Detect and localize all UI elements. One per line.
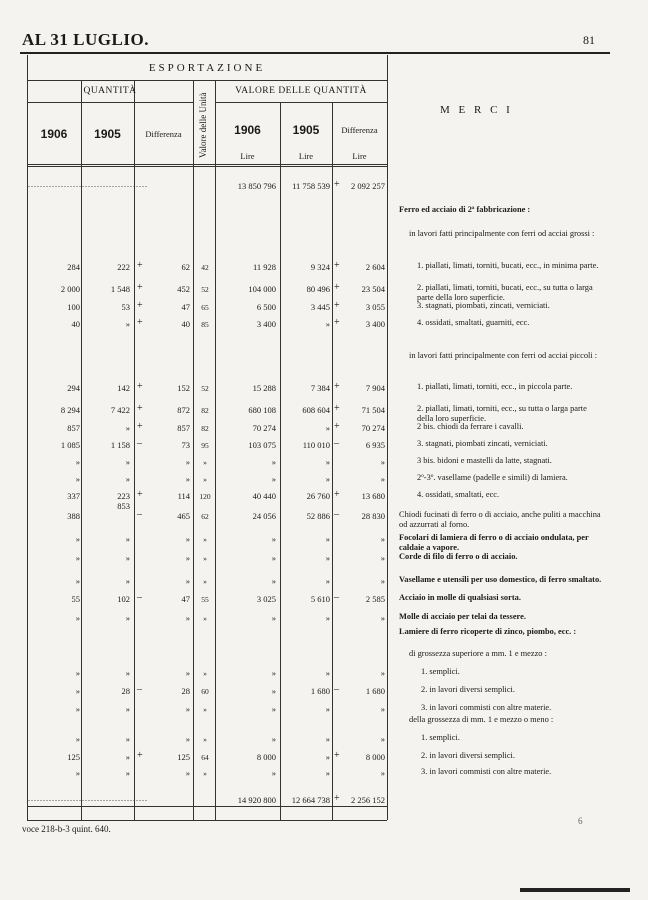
cell-q1905: 7 422 — [110, 405, 130, 415]
row-description: 2º-3º. vasellame (padelle e simili) di lamiera. — [417, 473, 568, 482]
cell-q1906: » — [75, 734, 80, 744]
cell-v1906: 40 440 — [252, 491, 276, 501]
cell-v1906: 104 000 — [248, 284, 276, 294]
cell-v1906: » — [271, 474, 276, 484]
cell-q-sign: + — [137, 282, 143, 293]
cell-v1906: 3 400 — [256, 319, 276, 329]
cell-v-sign: + — [334, 381, 340, 392]
cell-v1905: 52 886 — [306, 511, 330, 521]
cell-v1906: » — [271, 534, 276, 544]
cell-v-diff: 13 680 — [361, 491, 385, 501]
total-v1905: 12 664 738 — [291, 795, 330, 805]
cell-v-sign: + — [334, 282, 340, 293]
cell-v-diff: 7 904 — [365, 383, 385, 393]
lire-label-2: Lire — [298, 151, 314, 161]
cell-v-diff: » — [380, 613, 385, 623]
cell-q1906: » — [75, 613, 80, 623]
row-description: 3. stagnati, piombati, zincati, verniciati. — [417, 301, 550, 310]
cell-v1905: » — [325, 768, 330, 778]
cell-q-diff: 152 — [177, 383, 190, 393]
row-description: di grossezza superiore a mm. 1 e mezzo : — [409, 649, 547, 658]
table-merci-divider — [387, 55, 388, 820]
header-rule-2a — [27, 102, 194, 103]
cell-q1906: » — [75, 768, 80, 778]
cell-q-diff: » — [185, 457, 190, 467]
cell-unit-value: 85 — [201, 320, 209, 329]
row-description: 2. in lavori diversi semplici. — [421, 685, 515, 694]
cell-v1906: » — [271, 553, 276, 563]
cell-v1906: 11 928 — [252, 262, 276, 272]
cell-q1905: » — [125, 768, 130, 778]
header-rule-1 — [27, 80, 387, 81]
cell-v-sign: + — [334, 317, 340, 328]
cell-unit-value: 95 — [201, 441, 209, 450]
cell-v1905: 7 384 — [310, 383, 330, 393]
cell-v-diff: 6 935 — [365, 440, 385, 450]
cell-q-diff: 47 — [181, 594, 190, 604]
row-description: 3 bis. bidoni e mastelli da latte, stagnati. — [417, 456, 552, 465]
cell-q1905: » — [125, 423, 130, 433]
cell-q1905: 1 548 — [110, 284, 130, 294]
cell-v-diff: 1 680 — [365, 686, 385, 696]
row-description: in lavori fatti principalmente con ferri od acciai grossi : — [409, 229, 595, 238]
row-description: Vasellame e utensili per uso domestico, di ferro smaltato. — [399, 575, 602, 584]
cell-q-diff: 28 — [181, 686, 190, 696]
cell-q1905: 102 — [117, 594, 130, 604]
cell-v-sign: – — [334, 684, 339, 695]
cell-q1906: 284 — [67, 262, 80, 272]
row-description: in lavori fatti principalmente con ferri od acciai piccoli : — [409, 351, 598, 360]
cell-unit-value: » — [203, 769, 207, 778]
cell-v1906: » — [271, 734, 276, 744]
cell-v1905: 608 604 — [302, 405, 330, 415]
cell-q1905: » — [125, 457, 130, 467]
cell-q-diff: » — [185, 768, 190, 778]
cell-q1906: » — [75, 576, 80, 586]
cell-unit-value: 52 — [201, 384, 209, 393]
cell-v1905: » — [325, 752, 330, 762]
cell-q1905: » — [125, 534, 130, 544]
cell-v-sign: + — [334, 489, 340, 500]
cell-q1906: 8 294 — [60, 405, 80, 415]
cell-q-diff: » — [185, 613, 190, 623]
cell-q1905: 142 — [117, 383, 130, 393]
cell-v1906: 8 000 — [256, 752, 276, 762]
merci-heading: M E R C I — [440, 104, 513, 116]
carry-over-vdiff: 2 092 257 — [351, 181, 385, 191]
cell-q1906: » — [75, 686, 80, 696]
cell-v1906: 680 108 — [248, 405, 276, 415]
cell-q-diff: » — [185, 553, 190, 563]
cell-q1906: 294 — [67, 383, 80, 393]
cell-q1905: 853 — [117, 501, 130, 511]
cell-q1905: » — [125, 319, 130, 329]
cell-q-sign: + — [137, 421, 143, 432]
cell-unit-value: 55 — [201, 595, 209, 604]
cell-q1905: » — [125, 704, 130, 714]
cell-q1905: » — [125, 474, 130, 484]
col-diff-heading: Differenza — [145, 129, 182, 139]
cell-q1905: » — [125, 752, 130, 762]
cell-q-diff: » — [185, 576, 190, 586]
cell-q1905: 1 158 — [110, 440, 130, 450]
cell-unit-value: » — [203, 614, 207, 623]
cell-q-diff: 125 — [177, 752, 190, 762]
cell-q1905: 223 — [117, 491, 130, 501]
cell-q-sign: + — [137, 489, 143, 500]
cell-v1905: » — [325, 474, 330, 484]
cell-v-diff: » — [380, 553, 385, 563]
cell-v1906: » — [271, 768, 276, 778]
page-number: 81 — [583, 33, 595, 47]
cell-v-diff: 3 055 — [365, 302, 385, 312]
cell-v-sign: + — [334, 300, 340, 311]
cell-q1906: 388 — [67, 511, 80, 521]
section-heading: ESPORTAZIONE — [148, 62, 266, 74]
cell-q1905: » — [125, 613, 130, 623]
cell-q1906: » — [75, 457, 80, 467]
row-description: 2. piallati, limati, torniti, ecc., su tutta o larga parte della loro superficie. — [417, 404, 587, 423]
cell-unit-value: 52 — [201, 285, 209, 294]
cell-v-diff: 3 400 — [365, 319, 385, 329]
col-divider-2 — [134, 80, 135, 820]
cell-unit-value: » — [203, 554, 207, 563]
cell-unit-value: » — [203, 458, 207, 467]
row-description: 3. in lavori commisti con altre materie. — [421, 767, 552, 776]
cell-q1906: » — [75, 704, 80, 714]
total-sign: + — [334, 793, 340, 804]
corner-mark: 6 — [578, 816, 583, 826]
lire-label-3: Lire — [352, 151, 367, 161]
cell-q-sign: + — [137, 403, 143, 414]
carry-over-v1906: 13 850 796 — [237, 181, 276, 191]
cell-q1905: 28 — [121, 686, 130, 696]
cell-v-diff: 23 504 — [361, 284, 385, 294]
cell-v-diff: » — [380, 668, 385, 678]
cell-v-diff: » — [380, 704, 385, 714]
title-rule — [20, 52, 610, 54]
col-divider-6 — [332, 102, 333, 820]
cell-unit-value: 42 — [201, 263, 209, 272]
cell-v1905: » — [325, 613, 330, 623]
cell-q1906: 1 085 — [60, 440, 80, 450]
row-description: Lamiere di ferro ricoperte di zinco, piombo, ecc. : — [399, 627, 577, 636]
cell-unit-value: 65 — [201, 303, 209, 312]
cell-v1906: » — [271, 457, 276, 467]
cell-v1906: 70 274 — [252, 423, 276, 433]
cell-v-diff: » — [380, 474, 385, 484]
cell-q1906: » — [75, 553, 80, 563]
cell-v-diff: 2 585 — [365, 594, 385, 604]
lire-label-1: Lire — [240, 151, 255, 161]
cell-v-sign: – — [334, 438, 339, 449]
col-vdiff-heading: Differenza — [341, 125, 378, 135]
row-description: Chiodi fucinati di ferro o di acciaio, anche puliti a macchina od azzurrati al forno. — [399, 510, 601, 529]
unit-value-heading: Valore delle Unità — [198, 92, 208, 158]
cell-q-sign: + — [137, 750, 143, 761]
cell-v1905: » — [325, 534, 330, 544]
cell-v-diff: 71 504 — [361, 405, 385, 415]
cell-q-sign: – — [137, 592, 142, 603]
cell-unit-value: 60 — [201, 687, 209, 696]
row-description: 4. ossidati, smaltati, ecc. — [417, 490, 500, 499]
cell-q1906: 337 — [67, 491, 80, 501]
cell-q1906: 100 — [67, 302, 80, 312]
col-v1906-heading: 1906 — [234, 123, 261, 137]
cell-q-sign: – — [137, 509, 142, 520]
cell-unit-value: » — [203, 577, 207, 586]
cell-q-diff: 465 — [177, 511, 190, 521]
cell-v1905: 80 496 — [306, 284, 330, 294]
cell-v1905: 1 680 — [310, 686, 330, 696]
cell-v1905: » — [325, 668, 330, 678]
cell-unit-value: » — [203, 475, 207, 484]
row-description: 1. semplici. — [421, 667, 460, 676]
cell-v-diff: 8 000 — [365, 752, 385, 762]
cell-q-diff: 452 — [177, 284, 190, 294]
page-title: AL 31 LUGLIO. — [22, 30, 149, 49]
row-description: 4. ossidati, smaltati, guarniti, ecc. — [417, 318, 530, 327]
cell-q1906: » — [75, 474, 80, 484]
cell-q-sign: – — [137, 438, 142, 449]
cell-v-diff: » — [380, 534, 385, 544]
cell-v-sign: + — [334, 750, 340, 761]
cell-v1905: » — [325, 704, 330, 714]
cell-q1906: » — [75, 534, 80, 544]
cell-v-diff: » — [380, 457, 385, 467]
row-description: 1. semplici. — [421, 733, 460, 742]
cell-q-diff: » — [185, 474, 190, 484]
cell-v1906: » — [271, 686, 276, 696]
page-edge-bar — [520, 888, 630, 892]
total-v1906: 14 920 800 — [237, 795, 276, 805]
cell-q1905: 222 — [117, 262, 130, 272]
cell-v1906: 15 288 — [252, 383, 276, 393]
cell-q1906: 55 — [71, 594, 80, 604]
cell-v1905: 3 445 — [310, 302, 330, 312]
cell-q-diff: » — [185, 704, 190, 714]
cell-q1906: 125 — [67, 752, 80, 762]
cell-v-diff: » — [380, 734, 385, 744]
cell-q-diff: 872 — [177, 405, 190, 415]
cell-q-diff: 47 — [181, 302, 190, 312]
cell-v1906: » — [271, 704, 276, 714]
cell-q-diff: 40 — [181, 319, 190, 329]
cell-unit-value: » — [203, 705, 207, 714]
cell-v1906: 24 056 — [252, 511, 276, 521]
cell-v1905: » — [325, 734, 330, 744]
cell-v-diff: 2 604 — [365, 262, 385, 272]
table-bottom-rule — [27, 820, 387, 821]
cell-v-sign: + — [334, 260, 340, 271]
cell-q-diff: 73 — [181, 440, 190, 450]
row-description: Acciaio in molle di qualsiasi sorta. — [399, 593, 521, 602]
carry-over-v1905: 11 758 539 — [292, 181, 330, 191]
carry-over-sign: + — [334, 179, 340, 190]
cell-v-sign: + — [334, 403, 340, 414]
cell-unit-value: 64 — [201, 753, 209, 762]
row-description: 1. piallati, limati, torniti, ecc., in piccola parte. — [417, 382, 573, 391]
col-1906-heading: 1906 — [40, 127, 68, 141]
cell-unit-value: » — [203, 735, 207, 744]
total-rule — [27, 806, 387, 807]
cell-q1905: » — [125, 734, 130, 744]
row-description: 1. piallati, limati, torniti, bucati, ecc., in minima parte. — [417, 261, 599, 270]
cell-unit-value: 82 — [201, 406, 209, 415]
cell-q-diff: » — [185, 668, 190, 678]
cell-unit-value: 120 — [199, 492, 211, 501]
cell-q-diff: 114 — [177, 491, 190, 501]
col-1905-heading: 1905 — [94, 127, 121, 141]
cell-q1905: » — [125, 576, 130, 586]
cell-q1906: 40 — [71, 319, 80, 329]
cell-v1905: » — [325, 457, 330, 467]
cell-unit-value: » — [203, 535, 207, 544]
cell-q-diff: » — [185, 734, 190, 744]
total-vdiff: 2 256 152 — [351, 795, 385, 805]
cell-v1905: » — [325, 423, 330, 433]
cell-v1906: 3 025 — [256, 594, 276, 604]
row-description: 2. piallati, limati, torniti, bucati, ecc., su tutta o larga parte della loro superficie. — [417, 283, 593, 302]
cell-v1905: 5 610 — [310, 594, 330, 604]
cell-q1905: » — [125, 553, 130, 563]
row-description: 2 bis. chiodi da ferrare i cavalli. — [417, 422, 524, 431]
cell-v1906: 103 075 — [248, 440, 276, 450]
cell-q-diff: 857 — [177, 423, 190, 433]
cell-v-diff: » — [380, 768, 385, 778]
row-description: Molle di acciaio per telai da tessere. — [399, 612, 526, 621]
header-rule-2b — [215, 102, 387, 103]
cell-v-sign: + — [334, 421, 340, 432]
header-bottom-rule — [27, 164, 387, 165]
cell-v1906: » — [271, 613, 276, 623]
cell-v1905: » — [325, 553, 330, 563]
col-divider-3 — [193, 80, 194, 820]
cell-q1905: » — [125, 668, 130, 678]
cell-unit-value: 62 — [201, 512, 209, 521]
cell-v-sign: – — [334, 592, 339, 603]
row-description: 2. in lavori diversi semplici. — [421, 751, 515, 760]
cell-q1906: 857 — [67, 423, 80, 433]
col-v1905-heading: 1905 — [292, 123, 320, 137]
cell-q-diff: 62 — [181, 262, 190, 272]
row-description: 3. in lavori commisti con altre materie. — [421, 703, 552, 712]
cell-q1906: 2 000 — [60, 284, 80, 294]
header-bottom-rule-2 — [27, 166, 387, 167]
cell-unit-value: » — [203, 669, 207, 678]
row-description: della grossezza di mm. 1 e mezzo o meno : — [409, 715, 554, 724]
cell-q-diff: » — [185, 534, 190, 544]
cell-v1906: » — [271, 668, 276, 678]
quantity-heading: QUANTITÀ — [83, 86, 137, 96]
cell-q-sign: + — [137, 260, 143, 271]
total-dots: ........................................ — [28, 794, 148, 803]
cell-v-diff: 28 830 — [361, 511, 385, 521]
cell-v1905: 26 760 — [306, 491, 330, 501]
cell-q1906: » — [75, 668, 80, 678]
cell-v-diff: » — [380, 576, 385, 586]
row-description: Corde di filo di ferro o di acciaio. — [399, 552, 518, 561]
footnote: voce 218-b-3 quint. 640. — [22, 824, 111, 834]
row-description: Ferro ed acciaio di 2ª fabbricazione : — [399, 205, 531, 214]
cell-v1905: 9 324 — [310, 262, 330, 272]
row-description: Focolari di lamiera di ferro o di acciaio ondulata, per caldaie a vapore. — [399, 533, 589, 552]
cell-v1905: » — [325, 319, 330, 329]
row-description: 3. stagnati, piombati zincati, verniciati. — [417, 439, 548, 448]
cell-q-sign: + — [137, 381, 143, 392]
cell-unit-value: 82 — [201, 424, 209, 433]
cell-q-sign: + — [137, 300, 143, 311]
cell-q-sign: + — [137, 317, 143, 328]
value-heading: VALORE DELLE QUANTITÀ — [235, 86, 367, 96]
cell-v1906: 6 500 — [256, 302, 276, 312]
cell-q-sign: – — [137, 684, 142, 695]
cell-v-diff: 70 274 — [361, 423, 385, 433]
cell-q1905: 53 — [121, 302, 130, 312]
carry-over-dots: ........................................ — [28, 180, 148, 189]
cell-v1905: 110 010 — [302, 440, 330, 450]
cell-v-sign: – — [334, 509, 339, 520]
cell-v1906: » — [271, 576, 276, 586]
cell-v1905: » — [325, 576, 330, 586]
